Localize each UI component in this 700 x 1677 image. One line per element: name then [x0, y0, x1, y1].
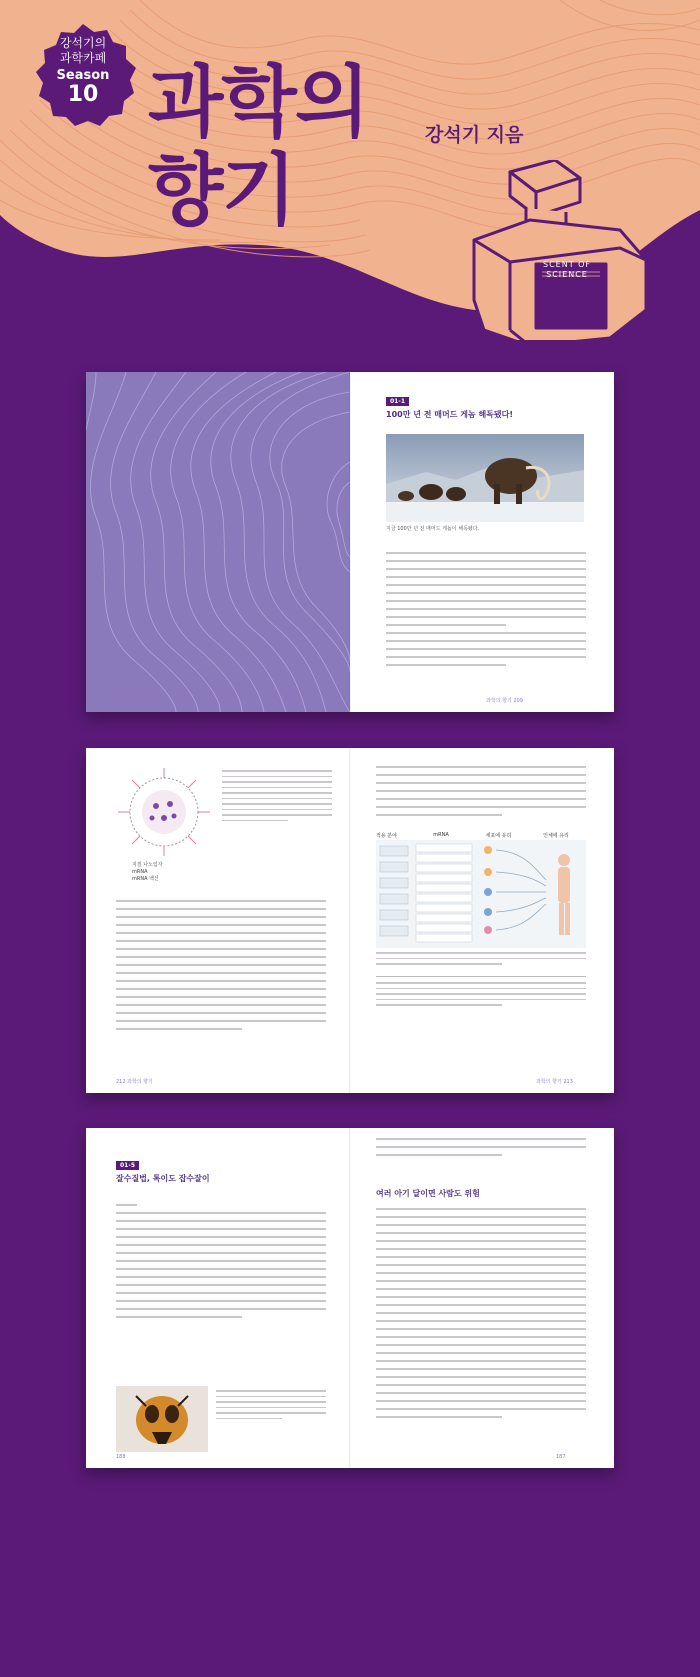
badge-season: Season	[56, 68, 110, 83]
legend-item-2: mRNA	[132, 869, 148, 875]
lipid-nanoparticle-diagram	[116, 766, 212, 858]
footnote-divider	[376, 976, 586, 977]
page-gutter	[349, 1128, 351, 1468]
left-body-text	[116, 900, 326, 1036]
photo-caption: 지금 100만 년 전 매머드 게놈이 해독됐다.	[386, 526, 480, 532]
section-tag: 01-1	[386, 397, 409, 406]
article-heading: 100만 년 전 매머드 게놈 해독됐다!	[386, 410, 514, 419]
legend-item-3: mRNA 백신	[132, 876, 159, 882]
photo-caption-lines	[216, 1390, 326, 1423]
page-number-left: 188	[116, 1454, 126, 1460]
footer-title: 과학의 향기	[486, 698, 514, 704]
author-name: 강석기 지음	[425, 124, 524, 146]
right-body-text	[376, 1208, 586, 1424]
badge-season-number: 10	[67, 82, 99, 107]
page-number-right: 209	[513, 698, 523, 704]
page-gutter	[349, 372, 351, 712]
hero-banner	[0, 0, 700, 340]
footnote-lines	[376, 982, 586, 1010]
left-page-footer	[116, 1454, 126, 1460]
page-number-left: 212	[116, 1079, 126, 1085]
right-page-footer	[536, 1078, 573, 1085]
side-caption-lines	[222, 770, 332, 825]
mammoth-photo	[386, 434, 584, 522]
right-page-footer	[486, 697, 523, 704]
footer-title-left: 과학의 향기	[127, 1079, 153, 1085]
footer-title-right: 과학의 향기	[536, 1079, 562, 1085]
perfume-bottle-illustration	[470, 160, 650, 340]
book-title-line1: 과학의	[148, 58, 369, 148]
figure-caption-lines	[376, 952, 586, 969]
right-page-content	[386, 388, 586, 420]
left-page-footer	[116, 1078, 153, 1085]
bottle-label: SCENT OF SCIENCE	[542, 260, 592, 279]
page-gutter	[349, 748, 351, 1093]
article-heading: 잘수질법, 톡이도 잡수잘이	[116, 1174, 210, 1183]
right-page-footer	[556, 1454, 566, 1460]
badge-text	[28, 36, 138, 107]
chart-header-1: 적용 분야	[376, 833, 397, 839]
book-title-line2: 향기	[148, 146, 295, 236]
left-page-heading	[116, 1152, 316, 1184]
mrna-applications-figure	[376, 840, 586, 948]
right-body-text-top	[376, 766, 586, 822]
page-number-right: 187	[556, 1454, 566, 1460]
legend-item-1: 지질 나노입자	[132, 862, 163, 868]
chart-header	[376, 832, 586, 839]
topographic-lines	[86, 372, 350, 712]
chart-header-3: 세포에 유리	[485, 833, 512, 839]
book-spread-2	[86, 748, 614, 1093]
chart-header-2: mRNA	[433, 832, 449, 838]
section-tag: 01-5	[116, 1161, 139, 1170]
book-spread-3	[86, 1128, 614, 1468]
diagram-legend	[132, 862, 163, 883]
chart-header-4: 인체에 유리	[543, 833, 569, 839]
left-body-text	[116, 1204, 326, 1324]
badge-line1: 강석기의	[59, 36, 107, 50]
body-text-lines	[386, 552, 586, 672]
badge-line2: 과학카페	[59, 51, 107, 65]
decorative-left-page	[86, 372, 350, 712]
right-body-text-top	[376, 1138, 586, 1162]
hornet-photo	[116, 1386, 208, 1452]
page-number-right: 213	[563, 1079, 573, 1085]
section-subheading: 여러 아기 달이면 사람도 위험	[376, 1189, 480, 1198]
book-spread-1	[86, 372, 614, 712]
